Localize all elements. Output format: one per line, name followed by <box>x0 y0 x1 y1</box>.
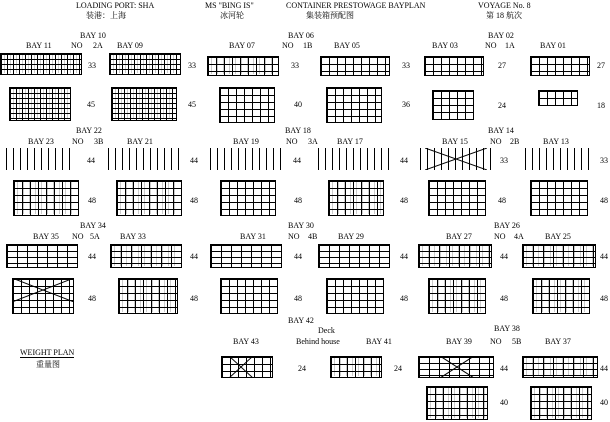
bay-01-deck-grid <box>530 56 590 76</box>
bay-06-no-val: 1B <box>303 41 313 50</box>
bay-11-deck-grid <box>0 53 82 75</box>
bay-11-deck-count: 33 <box>88 61 96 70</box>
bay-03-deck-grid <box>424 56 484 76</box>
bay-27-deck-count: 44 <box>500 252 508 261</box>
bay-35-hold-count: 48 <box>88 294 96 303</box>
bay-14-no-val: 2B <box>510 137 520 146</box>
bay-30-no: NO <box>288 232 300 241</box>
bay-15-hold-count: 48 <box>498 196 506 205</box>
bay-18-no-val: 3A <box>308 137 318 146</box>
bay-09-label: BAY 09 <box>117 41 143 50</box>
bay-26-no-val: 4A <box>514 232 524 241</box>
bay-17-hold-grid <box>328 180 384 216</box>
bay-03-deck-count: 27 <box>498 61 506 70</box>
bay-42-deck-label: Deck <box>318 326 335 335</box>
bay-26-no: NO <box>494 232 506 241</box>
behind-house-label: Behind house <box>296 337 340 346</box>
bay-31-deck-grid <box>210 244 282 268</box>
bay-27-deck-grid <box>418 244 492 268</box>
bay-13-label: BAY 13 <box>543 137 569 146</box>
bay-07-hold-count: 40 <box>294 100 302 109</box>
bay-22-no: NO <box>72 137 84 146</box>
bay-29-hold-grid <box>326 278 384 314</box>
bay-09-hold-grid <box>111 87 177 121</box>
bay-25-deck-count: 44 <box>600 252 608 261</box>
bay-31-hold-grid <box>220 278 278 314</box>
bay-37-deck-grid <box>522 356 598 378</box>
bay-02-title: BAY 02 <box>488 31 514 40</box>
bay-39-hold-count: 40 <box>500 398 508 407</box>
bay-13-hold-grid <box>530 180 588 216</box>
bay-31-deck-count: 44 <box>294 252 302 261</box>
bay-41-deck-grid <box>330 356 382 378</box>
bay-23-deck-stacks <box>6 148 76 170</box>
bay-21-label: BAY 21 <box>127 137 153 146</box>
bay-09-deck-grid <box>109 53 181 75</box>
bay-37-label: BAY 37 <box>545 337 571 346</box>
bay-43-deck-count: 24 <box>298 364 306 373</box>
bay-29-deck-count: 44 <box>400 252 408 261</box>
bay-39-hold-grid <box>426 386 488 420</box>
bay-02-no: NO <box>485 41 497 50</box>
bay-22-title: BAY 22 <box>76 126 102 135</box>
bay-17-label: BAY 17 <box>337 137 363 146</box>
bay-17-deck-stacks <box>318 148 393 170</box>
bay-35-deck-count: 44 <box>88 252 96 261</box>
bay-34-title: BAY 34 <box>80 221 106 230</box>
bay-23-hold-count: 48 <box>88 196 96 205</box>
weight-plan-label-cn: 重量图 <box>36 360 60 369</box>
bay-34-no: NO <box>72 232 84 241</box>
bay-30-title: BAY 30 <box>288 221 314 230</box>
bay-14-title: BAY 14 <box>488 126 514 135</box>
bay-07-hold-grid <box>219 87 275 123</box>
bay-05-deck-grid <box>320 56 390 76</box>
bay-05-hold-count: 36 <box>402 100 410 109</box>
bay-42-title: BAY 42 <box>288 316 314 325</box>
bay-29-hold-count: 48 <box>400 294 408 303</box>
bay-33-label: BAY 33 <box>120 232 146 241</box>
bay-30-no-val: 4B <box>308 232 318 241</box>
bay-25-label: BAY 25 <box>545 232 571 241</box>
bay-03-label: BAY 03 <box>432 41 458 50</box>
bay-09-hold-count: 45 <box>188 100 196 109</box>
bay-33-deck-count: 44 <box>190 252 198 261</box>
bay-05-deck-count: 33 <box>402 61 410 70</box>
bay-33-deck-grid <box>110 244 182 268</box>
bay-13-hold-count: 48 <box>600 196 608 205</box>
bay-19-label: BAY 19 <box>233 137 259 146</box>
bay-35-label: BAY 35 <box>33 232 59 241</box>
bay-19-deck-count: 44 <box>293 156 301 165</box>
bay-22-no-val: 3B <box>94 137 104 146</box>
bay-13-deck-count: 33 <box>600 156 608 165</box>
bay-43-cross-mark <box>229 356 253 378</box>
bay-17-hold-count: 48 <box>400 196 408 205</box>
bay-21-hold-grid <box>116 180 182 216</box>
bay-33-hold-count: 48 <box>190 294 198 303</box>
bay-17-deck-count: 44 <box>400 156 408 165</box>
bay-10-title: BAY 10 <box>80 31 106 40</box>
bay-21-hold-count: 48 <box>190 196 198 205</box>
bay-34-no-val: 5A <box>90 232 100 241</box>
bay-37-deck-count: 44 <box>600 364 608 373</box>
loading-port-cn: 装港：上海 <box>86 11 126 20</box>
bay-35-deck-grid <box>6 244 78 268</box>
bay-01-hold-grid <box>538 90 578 106</box>
bay-02-no-val: 1A <box>505 41 515 50</box>
bay-07-deck-count: 33 <box>291 61 299 70</box>
plan-title: CONTAINER PRESTOWAGE BAYPLAN <box>286 1 426 10</box>
vessel-name-cn: 冰河轮 <box>220 11 244 20</box>
bay-10-no-val: 2A <box>93 41 103 50</box>
bay-27-hold-count: 48 <box>500 294 508 303</box>
bay-14-no: NO <box>490 137 502 146</box>
weight-plan-label: WEIGHT PLAN <box>20 348 75 357</box>
bay-35-cross-mark <box>12 278 74 302</box>
bay-07-label: BAY 07 <box>229 41 255 50</box>
bay-39-cross-mark <box>440 356 474 378</box>
bay-07-deck-grid <box>207 56 279 76</box>
bay-26-title: BAY 26 <box>494 221 520 230</box>
bay-19-hold-grid <box>220 180 276 216</box>
voyage-number: VOYAGE No. 8 <box>478 1 531 10</box>
bay-41-label: BAY 41 <box>366 337 392 346</box>
bay-31-label: BAY 31 <box>240 232 266 241</box>
bay-15-deck-count: 33 <box>500 156 508 165</box>
plan-title-cn: 集装箱预配图 <box>306 11 354 20</box>
bay-01-hold-count: 18 <box>597 101 605 110</box>
bay-25-hold-grid <box>532 278 590 314</box>
bay-15-label: BAY 15 <box>442 137 468 146</box>
bay-21-deck-count: 44 <box>190 156 198 165</box>
bay-23-deck-count: 44 <box>87 156 95 165</box>
bay-37-hold-grid <box>530 386 592 420</box>
bay-29-label: BAY 29 <box>338 232 364 241</box>
voyage-number-cn: 第 18 航次 <box>486 11 522 20</box>
bay-11-hold-grid <box>9 87 71 121</box>
bay-15-cross-mark <box>425 148 487 170</box>
bay-41-deck-count: 24 <box>394 364 402 373</box>
bay-39-deck-count: 44 <box>500 364 508 373</box>
bay-10-no: NO <box>71 41 83 50</box>
bay-11-label: BAY 11 <box>26 41 52 50</box>
bay-43-label: BAY 43 <box>233 337 259 346</box>
bay-15-hold-grid <box>428 180 486 216</box>
bay-29-deck-grid <box>318 244 390 268</box>
bay-09-deck-count: 33 <box>188 61 196 70</box>
bay-05-hold-grid <box>326 87 382 123</box>
vessel-name: MS "BING IS" <box>205 1 254 10</box>
bay-19-deck-stacks <box>210 148 285 170</box>
bay-25-hold-count: 48 <box>600 294 608 303</box>
bay-21-deck-stacks <box>108 148 183 170</box>
bay-37-hold-count: 40 <box>600 398 608 407</box>
bay-19-hold-count: 48 <box>294 196 302 205</box>
bay-39-label: BAY 39 <box>446 337 472 346</box>
bay-25-deck-grid <box>522 244 596 268</box>
bay-06-title: BAY 06 <box>288 31 314 40</box>
bay-06-no: NO <box>282 41 294 50</box>
loading-port: LOADING PORT: SHA <box>76 1 155 10</box>
bay-01-deck-count: 27 <box>597 61 605 70</box>
bay-38-no-val: 5B <box>512 337 522 346</box>
bay-01-label: BAY 01 <box>540 41 566 50</box>
bay-38-no: NO <box>490 337 502 346</box>
bay-13-deck-stacks <box>525 148 595 170</box>
bay-38-title: BAY 38 <box>494 324 520 333</box>
bay-31-hold-count: 48 <box>294 294 302 303</box>
bay-18-no: NO <box>286 137 298 146</box>
bay-05-label: BAY 05 <box>334 41 360 50</box>
bay-11-hold-count: 45 <box>87 100 95 109</box>
bay-23-label: BAY 23 <box>28 137 54 146</box>
bay-27-hold-grid <box>428 278 486 314</box>
bay-23-hold-grid <box>13 180 79 216</box>
bay-27-label: BAY 27 <box>446 232 472 241</box>
bay-03-hold-count: 24 <box>498 101 506 110</box>
bay-33-hold-grid <box>118 278 178 314</box>
bay-03-hold-grid <box>432 90 474 120</box>
bay-18-title: BAY 18 <box>285 126 311 135</box>
